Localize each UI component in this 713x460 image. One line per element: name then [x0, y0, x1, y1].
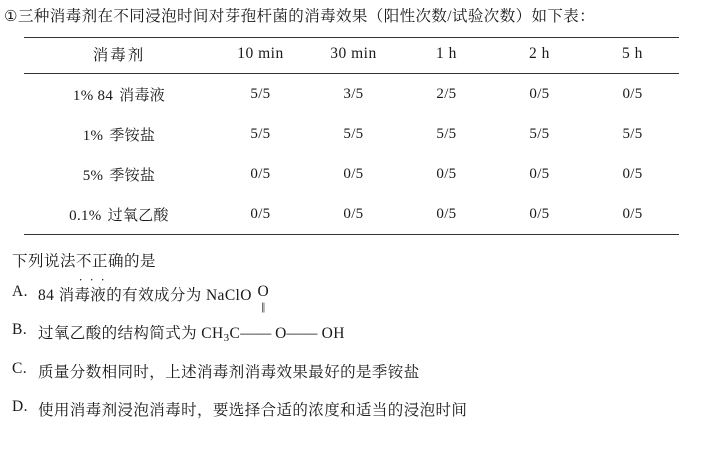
formula-chain-part1: CH [201, 325, 224, 342]
peroxyacetic-acid-formula [201, 283, 345, 344]
table-cell: 0/5 [493, 194, 586, 235]
table-cell: 0/5 [622, 165, 643, 182]
question-stem-text: 三种消毒剂在不同浸泡时间对芽孢杆菌的消毒效果（阳性次数/试验次数）如下表： [18, 8, 596, 25]
option-text: 质量分数相同时，上述消毒剂消毒效果最好的是季铵盐 [38, 363, 420, 381]
table-cell: 0/5 [214, 194, 307, 235]
table-header-cell: 2 h [493, 38, 586, 74]
option-letter: D. [12, 397, 28, 415]
row-label-suffix: 季铵盐 [109, 127, 156, 144]
option-text: 使用消毒剂浸泡消毒时，要选择合适的浓度和适当的浸泡时间 [38, 401, 468, 419]
prompt-text: 下列说法不正确的是 [12, 253, 157, 270]
table-header-cell: 消毒剂 [24, 38, 214, 74]
option-c [12, 360, 703, 382]
table-cell: 0/5 [400, 194, 493, 235]
option-letter: A. [12, 283, 28, 300]
table-cell: 0/5 [529, 165, 550, 182]
table-cell: 0/5 [307, 194, 400, 235]
formula-chain-part2: C [229, 325, 241, 342]
table-cell: 5/5 [622, 125, 643, 142]
row-label-prefix: 5% [82, 167, 104, 184]
carbonyl-group [256, 284, 270, 314]
option-text: 84 消毒液的有效成分为 NaClO [38, 287, 252, 304]
table-row [24, 74, 679, 115]
table-cell: 0/5 [529, 85, 550, 102]
table-cell: 0/5 [622, 85, 643, 102]
table-row-label [24, 194, 214, 235]
option-b-prefix: 过氧乙酸的结构简式为 [38, 325, 198, 342]
question-stem [4, 6, 703, 28]
options-list [12, 283, 703, 420]
table-cell: 5/5 [436, 125, 457, 142]
table-header-cell: 30 min [307, 38, 400, 74]
row-label-prefix: 1% [82, 127, 104, 144]
oxygen-atom-label: O [257, 283, 270, 300]
table-cell: 0/5 [436, 165, 457, 182]
option-d [12, 398, 703, 420]
disinfectant-results-table-wrapper [24, 37, 679, 235]
table-cell: 3/5 [343, 85, 364, 102]
table-row-label [24, 74, 214, 115]
option-a [12, 283, 703, 305]
emphasis-dots: ．．． [79, 271, 118, 283]
row-label-suffix: 消毒液 [119, 87, 166, 104]
option-letter: B. [12, 321, 28, 338]
table-row-label [24, 154, 214, 194]
disinfectant-results-table [24, 37, 679, 235]
formula-bond: —— O—— [240, 325, 318, 342]
row-label-prefix: 0.1% [69, 207, 102, 224]
question-number: ① [4, 9, 18, 25]
table-row-label [24, 114, 214, 154]
double-bond-icon: ‖ [261, 298, 266, 316]
table-cell: 0/5 [343, 165, 364, 182]
table-cell: 5/5 [250, 85, 271, 102]
table-cell: 5/5 [343, 125, 364, 142]
row-label-suffix: 过氧乙酸 [107, 207, 169, 224]
table-row [24, 194, 679, 235]
table-cell: 5/5 [529, 125, 550, 142]
formula-subscript: 3 [223, 331, 230, 344]
formula-chain [201, 325, 345, 342]
option-letter: C. [12, 359, 28, 377]
table-cell: 0/5 [250, 165, 271, 182]
row-label-prefix: 1% 84 [72, 87, 114, 104]
prompt-line [12, 249, 157, 283]
table-header-cell: 10 min [214, 38, 307, 74]
table-cell: 2/5 [436, 85, 457, 102]
table-header-row [24, 38, 679, 74]
formula-tail: OH [321, 325, 345, 342]
row-label-suffix: 季铵盐 [109, 167, 156, 184]
table-cell: 5/5 [250, 125, 271, 142]
table-header-cell: 5 h [586, 38, 679, 74]
table-row [24, 114, 679, 154]
table-cell: 0/5 [586, 194, 679, 235]
table-header-cell: 1 h [400, 38, 493, 74]
table-row [24, 154, 679, 194]
